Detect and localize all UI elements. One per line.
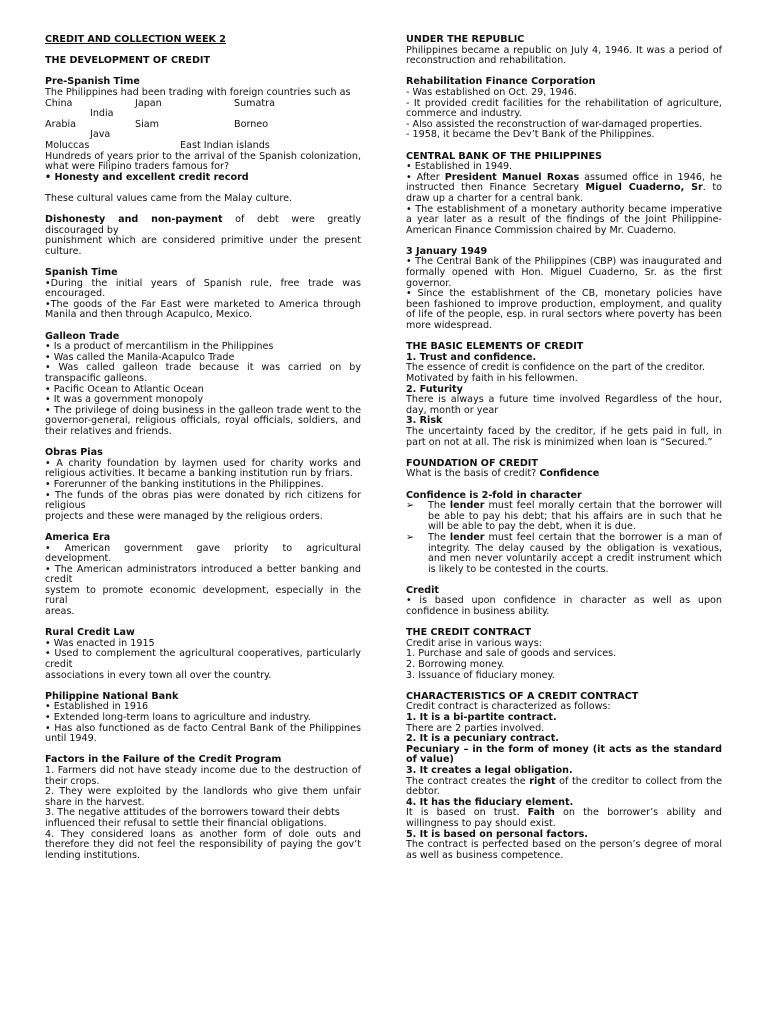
list-item: system to promote economic development, especially in the rural [45, 584, 361, 607]
section-heading-republic: UNDER THE REPUBLIC [406, 34, 525, 45]
section-heading-central-bank: CENTRAL BANK OF THE PHILIPPINES [406, 150, 602, 162]
pre-spanish-question: Hundreds of years prior to the arrival of the Spanish colonization, what were Filipino traders famous for? [45, 150, 361, 173]
list-item: • Extended long-term loans to agriculture and industry. [45, 712, 311, 723]
characteristic-text: Pecuniary – in the form of money (it acts as the standard of value) [406, 743, 722, 766]
list-item: • Was called the Manila-Acapulco Trade [45, 351, 235, 363]
foundation-question: What is the basis of credit? Confidence [406, 468, 600, 480]
characteristic-heading: 2. It is a pecuniary contract. [406, 733, 559, 745]
list-item: • The establishment of a monetary authority became imperative a year later as a result of the findings of the Joint Philippine- American Finance Commission chaired by Mr. Cuaderno. [406, 203, 722, 236]
country-india: India [90, 108, 114, 120]
element-text: The essence of credit is confidence on the part of the creditor. [406, 362, 706, 374]
republic-text: Philippines became a republic on July 4, 1946. It was a period of reconstruction and rehabilitation. [406, 44, 722, 67]
list-item: •The goods of the Far East were marketed to America through Manila and then through Acapulco, Mexico. [45, 298, 361, 321]
list-item: • Forerunner of the banking institutions in the Philippines. [45, 478, 324, 490]
section-heading-spanish: Spanish Time [45, 267, 118, 279]
section-heading-pnb: Philippine National Bank [45, 690, 179, 702]
list-item: projects and these were managed by the religious orders. [45, 510, 323, 522]
characteristics-intro: Credit contract is characterized as follows: [406, 701, 611, 713]
right-column [406, 35, 722, 861]
countries-row: China Japan Sumatra [45, 97, 275, 109]
characteristic-text: It is based on trust. Faith on the borrower’s ability and willingness to pay should exist. [406, 807, 722, 829]
section-heading-confidence: Confidence is 2-fold in character [406, 489, 582, 501]
list-item: - Also assisted the reconstruction of war-damaged properties. [406, 118, 703, 130]
list-item: • Is a product of mercantilism in the Philippines [45, 341, 274, 353]
list-item: • The Central Bank of the Philippines (CBP) was inaugurated and formally opened with Hon. Miguel Cuaderno, Sr. as the first governor. [406, 256, 722, 289]
element-heading: 3. Risk [406, 415, 443, 427]
element-text: The uncertainty faced by the creditor, if he gets paid in full, in part on not at all. The risk is minimized when loan is “Secured.” [406, 425, 722, 448]
list-item: 3. The negative attitudes of the borrowers toward their debts [45, 807, 340, 819]
list-item: • It was a government monopoly [45, 394, 204, 406]
arrow-bullet-icon: ➢ [406, 531, 415, 543]
section-heading-characteristics: CHARACTERISTICS OF A CREDIT CONTRACT [406, 690, 639, 702]
list-item: 3. Issuance of fiduciary money. [406, 669, 555, 681]
list-item: Credit arise in various ways: [406, 637, 542, 649]
section-heading-foundation: FOUNDATION OF CREDIT [406, 457, 538, 469]
characteristic-heading: 3. It creates a legal obligation. [406, 764, 573, 776]
section-heading-jan-1949: 3 January 1949 [406, 245, 488, 257]
list-item: 2. Borrowing money. [406, 659, 505, 671]
list-item: areas. [45, 606, 75, 618]
list-item: 4. They considered loans as another form of dole outs and therefore they did not feel the responsibility of paying the gov’t lending institutions. [45, 828, 361, 861]
characteristic-heading: 5. It is based on personal factors. [406, 828, 588, 840]
list-item: • Has also functioned as de facto Central Bank of the Philippines until 1949. [45, 722, 361, 745]
list-item: • After President Manuel Roxas assumed office in 1946, he instructed then Finance Secretary Miguel Cuaderno, Sr. to draw up a charter for a central bank. [406, 171, 723, 204]
list-item: • Was enacted in 1915 [45, 637, 155, 649]
section-heading-obras-pias: Obras Pias [45, 447, 103, 459]
characteristic-heading: 1. It is a bi-partite contract. [406, 712, 557, 723]
element-heading: 2. Futurity [406, 383, 463, 395]
countries-row: Arabia Siam Borneo [45, 118, 269, 130]
document-subtitle: THE DEVELOPMENT OF CREDIT [45, 55, 211, 67]
element-text: Motivated by faith in his fellowmen. [406, 373, 578, 384]
list-item: • Pacific Ocean to Atlantic Ocean [45, 383, 204, 395]
section-heading-rural-credit: Rural Credit Law [45, 627, 135, 639]
section-heading-pre-spanish: Pre-Spanish Time [45, 76, 140, 88]
countries-row: Moluccas East Indian islands [45, 139, 270, 151]
list-item: - 1958, it became the Dev’t Bank of the Philippines. [406, 129, 655, 141]
list-item: • Established in 1916 [45, 701, 149, 713]
list-item: - Was established on Oct. 29, 1946. [406, 86, 577, 98]
pre-spanish-answer: • Honesty and excellent credit record [45, 171, 249, 183]
list-item: 1. Purchase and sale of goods and services. [406, 648, 617, 660]
left-column [45, 35, 361, 861]
dishonesty-text: Dishonesty and non-payment of debt were greatly discouraged by [45, 214, 361, 236]
list-item: •During the initial years of Spanish rule, free trade was encouraged. [45, 277, 361, 300]
list-item: 2. They were exploited by the landlords who give them unfair share in the harvest. [45, 786, 361, 808]
section-heading-rfc: Rehabilitation Finance Corporation [406, 76, 596, 88]
list-item: 1. Farmers did not have steady income due to the destruction of their crops. [45, 764, 361, 787]
list-item: • Established in 1949. [406, 161, 513, 173]
element-heading: 1. Trust and confidence. [406, 351, 537, 363]
section-heading-galleon: Galleon Trade [45, 330, 120, 342]
section-heading-credit: Credit [406, 584, 440, 596]
list-item: ➢ The lender must feel morally certain that the borrower will be able to pay his debt; that his affairs are in such that he will be able to pay the debt, when it is due. [406, 500, 722, 533]
pre-spanish-intro: The Philippines had been trading with foreign countries such as [45, 86, 351, 98]
arrow-bullet-icon: ➢ [406, 500, 415, 512]
section-heading-credit-contract: THE CREDIT CONTRACT [406, 627, 532, 639]
characteristic-text: The contract is perfected based on the person’s degree of moral as well as business competence. [406, 839, 722, 861]
section-heading-basic-elements: THE BASIC ELEMENTS OF CREDIT [406, 341, 584, 353]
list-item: • Was called galleon trade because it was carried on by transpacific galleons. [45, 362, 361, 384]
list-item: • The funds of the obras pias were donated by rich citizens for religious [45, 489, 361, 512]
element-text: There is always a future time involved Regardless of the hour, day, month or year [406, 394, 722, 416]
characteristic-text: There are 2 parties involved. [406, 722, 545, 734]
list-item: • American government gave priority to agricultural development. [45, 542, 361, 565]
characteristic-heading: 4. It has the fiduciary element. [406, 796, 574, 808]
section-heading-america: America Era [45, 531, 111, 543]
list-item: • Since the establishment of the CB, monetary policies have been fashioned to improve production, employment, and quality of life of the people, esp. in rural sectors where poverty has been more widespread. [406, 288, 722, 332]
list-item: • The privilege of doing business in the galleon trade went to the governor-general, religious officials, royal officials, soldiers, and their relatives and friends. [45, 404, 361, 437]
malay-note: These cultural values came from the Malay culture. [45, 192, 293, 204]
credit-text: • is based upon confidence in character as well as upon confidence in business ability. [406, 595, 722, 618]
country-java: Java [90, 129, 111, 141]
dishonesty-text-2: punishment which are considered primitive under the present culture. [45, 235, 361, 257]
list-item: - It provided credit facilities for the rehabilitation of agriculture, commerce and industry. [406, 97, 722, 120]
list-item: • Used to complement the agricultural cooperatives, particularly credit [45, 648, 361, 671]
section-heading-factors: Factors in the Failure of the Credit Program [45, 754, 282, 766]
list-item: ➢ The lender must feel certain that the borrower is a man of integrity. The delay caused by the obligation is vexatious, and men never voluntarily accept a credit instrument which is likely to be contested in the courts. [406, 531, 722, 575]
list-item: associations in every town all over the country. [45, 669, 272, 681]
document-title: CREDIT AND COLLECTION WEEK 2 [45, 34, 226, 45]
list-item: • The American administrators introduced a better banking and credit [45, 563, 361, 586]
list-item: influenced their refusal to settle their financial obligations. [45, 817, 327, 829]
characteristic-text: The contract creates the right of the creditor to collect from the debtor. [406, 775, 722, 798]
list-item: • A charity foundation by laymen used for charity works and religious activities. It became a banking institution run by friars. [45, 457, 361, 480]
